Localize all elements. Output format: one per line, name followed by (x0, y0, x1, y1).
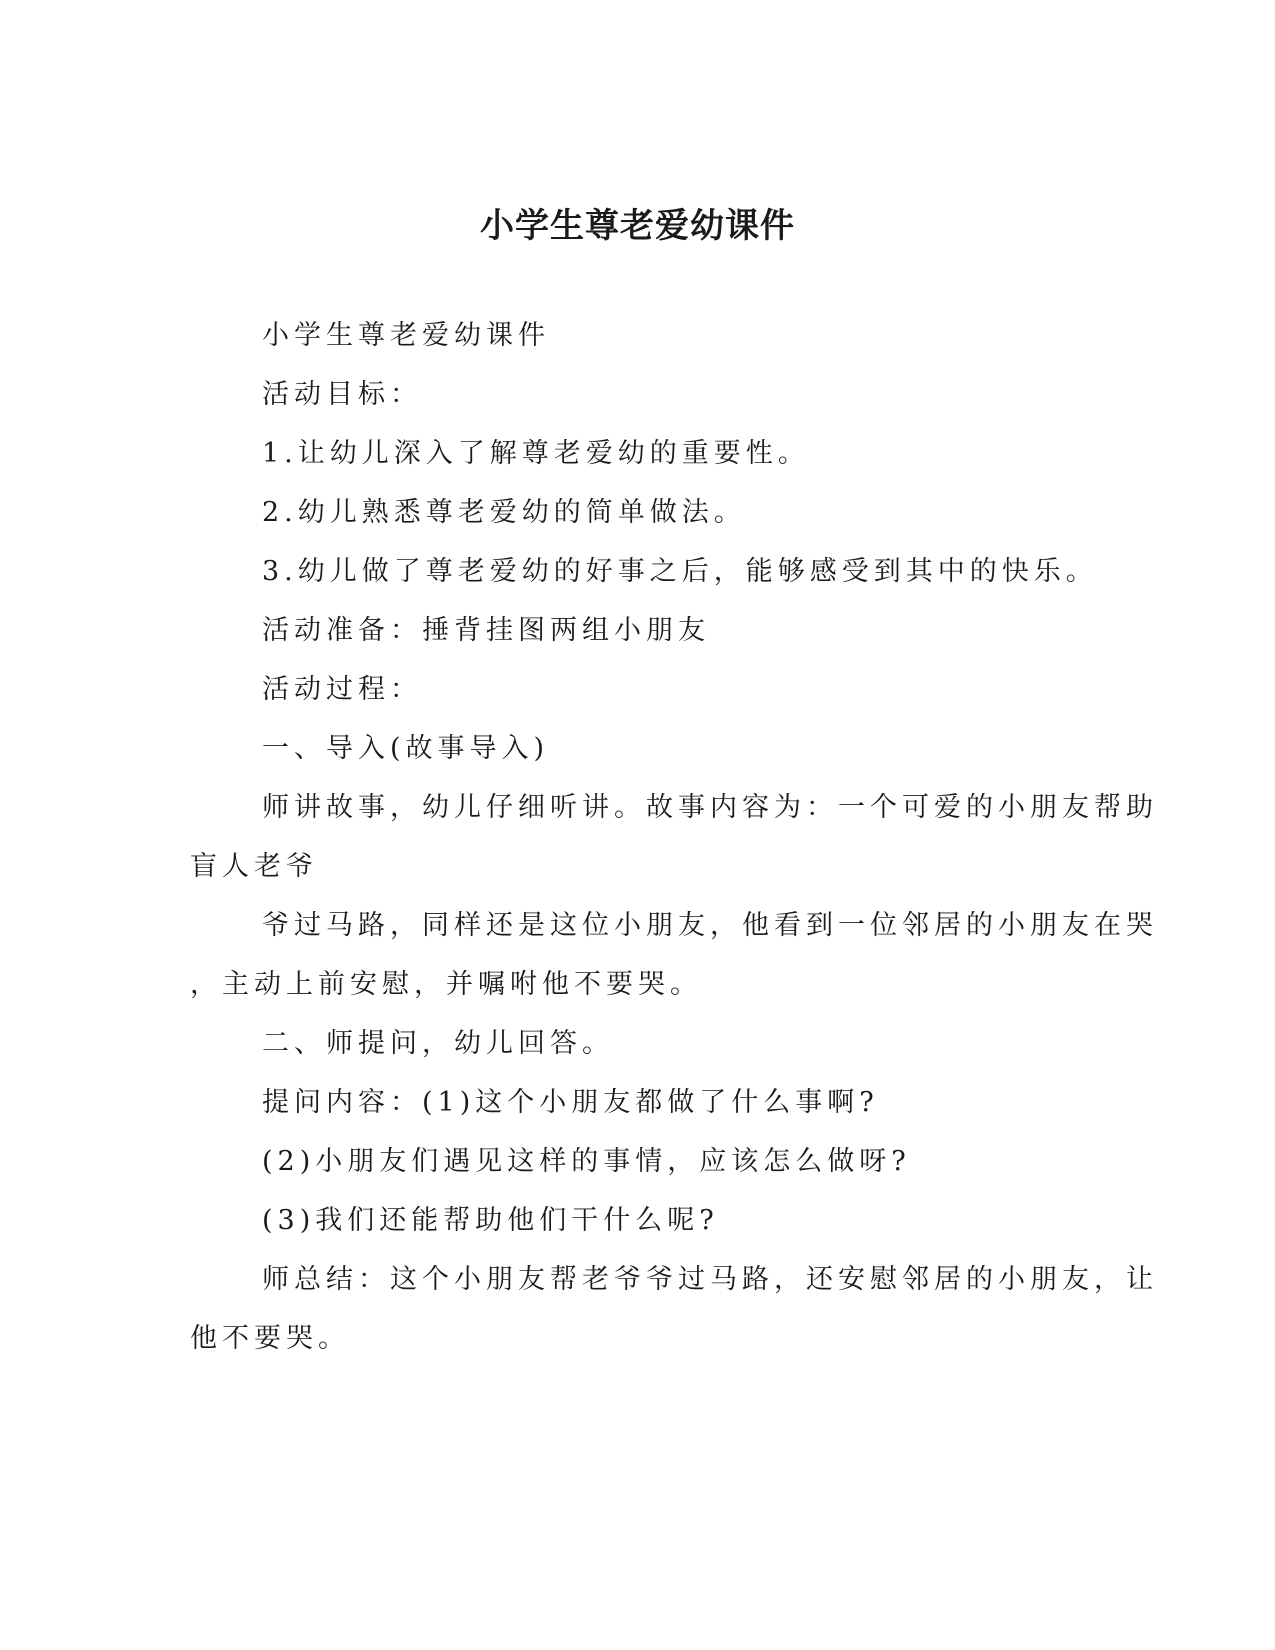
paragraph-line: 活动过程： (262, 674, 422, 705)
paragraph-line: 二、师提问，幼儿回答。 (262, 1028, 614, 1059)
document-title: 小学生尊老爱幼课件 (480, 206, 795, 246)
paragraph-line: 活动准备：捶背挂图两组小朋友 (262, 615, 710, 646)
paragraph-line: 3.幼儿做了尊老爱幼的好事之后，能够感受到其中的快乐。 (262, 556, 1098, 587)
paragraph-line: 爷过马路，同样还是这位小朋友，他看到一位邻居的小朋友在哭 (262, 910, 1158, 941)
paragraph-line: 师总结：这个小朋友帮老爷爷过马路，还安慰邻居的小朋友，让 (262, 1264, 1158, 1295)
paragraph-line: 他不要哭。 (190, 1323, 350, 1354)
paragraph-line: 一、导入(故事导入) (262, 733, 550, 764)
paragraph-line: 1.让幼儿深入了解尊老爱幼的重要性。 (262, 438, 810, 469)
paragraph-line: 师讲故事，幼儿仔细听讲。故事内容为：一个可爱的小朋友帮助 (262, 792, 1158, 823)
paragraph-line: 2.幼儿熟悉尊老爱幼的简单做法。 (262, 497, 746, 528)
paragraph-line: 盲人老爷 (190, 851, 318, 882)
paragraph-line: ，主动上前安慰，并嘱咐他不要哭。 (190, 969, 702, 1000)
paragraph-line: (3)我们还能帮助他们干什么呢? (262, 1205, 719, 1236)
paragraph-line: 活动目标： (262, 379, 422, 410)
paragraph-line: (2)小朋友们遇见这样的事情，应该怎么做呀? (262, 1146, 911, 1177)
paragraph-line: 提问内容：(1)这个小朋友都做了什么事啊? (262, 1087, 879, 1118)
paragraph-line: 小学生尊老爱幼课件 (262, 320, 550, 351)
